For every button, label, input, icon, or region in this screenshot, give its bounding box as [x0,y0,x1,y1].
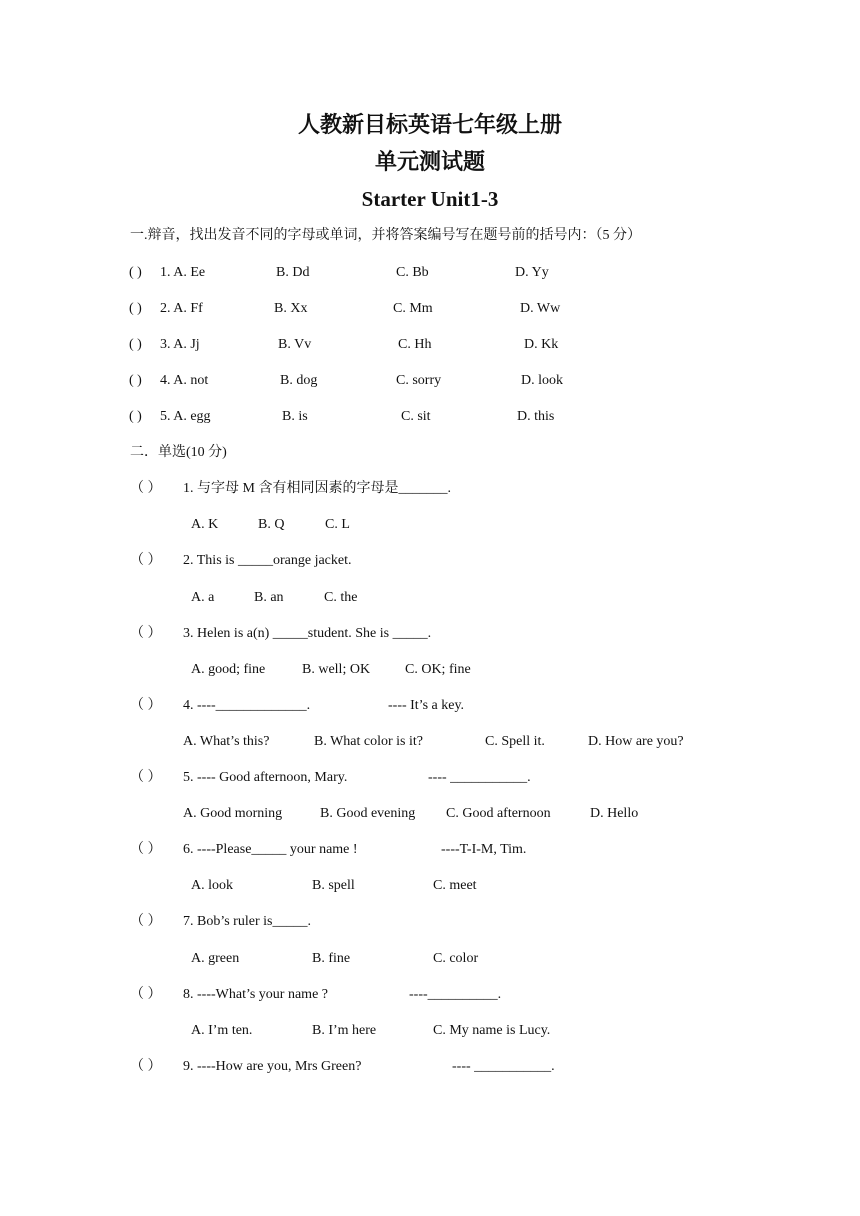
answer-bracket[interactable]: （ ） [130,914,162,929]
option-c: C. Spell it. [485,734,545,749]
question-stem: 4. ----_____________. [183,698,311,713]
answer-bracket[interactable]: ( ) [129,301,142,316]
question-stem: 1. 与字母 M 含有相同因素的字母是_______. [183,481,451,496]
option-c: C. Bb [396,265,429,280]
option-a: A. good; fine [191,662,266,677]
dialogue-reply: ----T-I-M, Tim. [441,842,527,857]
option-b: B. Q [258,517,285,532]
option-b: B. Dd [276,265,310,280]
answer-bracket[interactable]: ( ) [129,265,142,280]
answer-bracket[interactable]: （ ） [130,698,162,713]
option-a: 1. A. Ee [160,265,206,280]
page-subtitle: 单元测试题 [374,149,485,174]
option-d: D. Ww [520,301,561,316]
option-b: B. Good evening [320,806,416,821]
dialogue-reply: ----__________. [409,987,502,1002]
question-stem: 6. ----Please_____ your name ! [183,842,358,857]
option-a: 4. A. not [160,373,209,388]
option-c: C. Mm [393,301,433,316]
option-d: D. Kk [524,337,559,352]
option-b: B. well; OK [302,662,371,677]
question-stem: 8. ----What’s your name ? [183,987,328,1002]
answer-bracket[interactable]: ( ) [129,337,142,352]
answer-bracket[interactable]: （ ） [130,987,162,1002]
option-d: D. Hello [590,806,639,821]
option-a: A. a [191,590,215,605]
option-a: 5. A. egg [160,409,211,424]
option-c: C. sorry [396,373,442,388]
option-c: C. the [324,590,358,605]
option-d: D. look [521,373,563,388]
question-stem: 9. ----How are you, Mrs Green? [183,1059,362,1074]
option-c: C. L [325,517,350,532]
answer-bracket[interactable]: （ ） [130,481,162,496]
option-a: A. What’s this? [183,734,270,749]
question-stem: 7. Bob’s ruler is_____. [183,914,311,929]
option-b: B. Xx [274,301,308,316]
unit-title: Starter Unit1-3 [361,187,499,211]
option-b: B. I’m here [312,1023,377,1038]
option-b: B. fine [312,951,351,966]
option-c: C. color [433,951,479,966]
option-b: B. spell [312,878,355,893]
option-c: C. sit [401,409,431,424]
option-d: D. How are you? [588,734,684,749]
section-heading: 二．单选(10 分) [130,445,227,460]
option-b: B. an [254,590,284,605]
option-c: C. Good afternoon [446,806,551,821]
option-b: B. Vv [278,337,312,352]
section-heading: 一.辩音，找出发音不同的字母或单词，并将答案编号写在题号前的括号内：（5 分） [130,228,641,243]
answer-bracket[interactable]: ( ) [129,373,142,388]
option-d: D. Yy [515,265,549,280]
option-a: A. K [191,517,219,532]
dialogue-reply: ---- It’s a key. [388,698,465,713]
question-stem: 2. This is _____orange jacket. [183,553,352,568]
option-c: C. OK; fine [405,662,471,677]
option-a: 3. A. Jj [160,337,200,352]
answer-bracket[interactable]: （ ） [130,1059,162,1074]
option-d: D. this [517,409,555,424]
answer-bracket[interactable]: （ ） [130,842,162,857]
option-a: A. I’m ten. [191,1023,253,1038]
option-a: 2. A. Ff [160,301,203,316]
answer-bracket[interactable]: ( ) [129,409,142,424]
option-c: C. meet [433,878,477,893]
option-a: A. look [191,878,233,893]
option-c: C. Hh [398,337,432,352]
question-stem: 5. ---- Good afternoon, Mary. [183,770,348,785]
option-c: C. My name is Lucy. [433,1023,551,1038]
option-b: B. is [282,409,308,424]
question-stem: 3. Helen is a(n) _____student. She is _____. [183,626,432,641]
option-b: B. dog [280,373,318,388]
answer-bracket[interactable]: （ ） [130,553,162,568]
option-b: B. What color is it? [314,734,423,749]
dialogue-reply: ---- ___________. [452,1059,555,1074]
answer-bracket[interactable]: （ ） [130,626,162,641]
page-title: 人教新目标英语七年级上册 [297,112,562,137]
option-a: A. green [191,951,240,966]
option-a: A. Good morning [183,806,283,821]
dialogue-reply: ---- ___________. [428,770,531,785]
answer-bracket[interactable]: （ ） [130,770,162,785]
